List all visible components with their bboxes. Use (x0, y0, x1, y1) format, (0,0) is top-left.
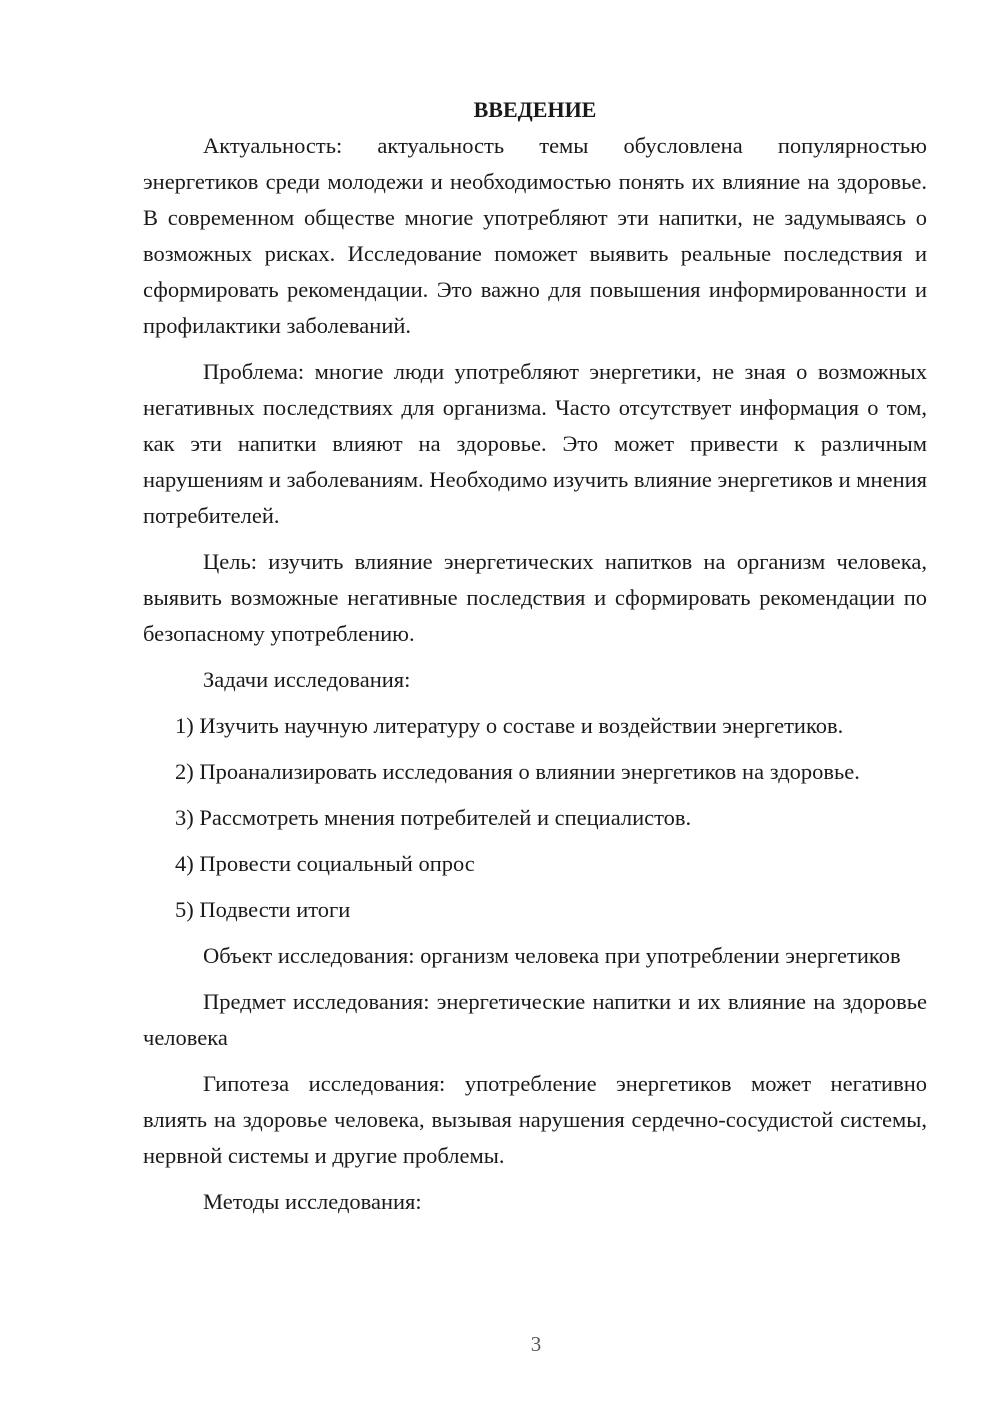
page-content (143, 92, 927, 1230)
task-item-4: 4) Провести социальный опрос (175, 851, 475, 876)
problem-paragraph: Проблема: многие люди употребляют энергетики, не зная о возможных негативных последствиях для организма. Часто отсутствует информация о том, как эти напитки влияют на здоровье. Это может привести к различным нарушениям и заболеваниям. Необходимо изучить влияние энергетиков и мнения потребителей. (143, 359, 927, 528)
page-number: 3 (530, 1332, 542, 1356)
relevance-paragraph: Актуальность: актуальность темы обусловлена популярностью энергетиков среди молодежи и необходимостью понять их влияние на здоровье. В современном обществе многие употребляют эти напитки, не задумываясь о возможных рисках. Исследование поможет выявить реальные последствия и сформировать рекомендации. Это важно для повышения информированности и профилактики заболеваний. (143, 133, 927, 338)
tasks-heading: Задачи исследования: (203, 667, 411, 692)
task-item-1: 1) Изучить научную литературу о составе и воздействии энергетиков. (175, 713, 844, 738)
goal-paragraph: Цель: изучить влияние энергетических напитков на организм человека, выявить возможные негативные последствия и сформировать рекомендации по безопасному употреблению. (143, 549, 927, 646)
task-item-2: 2) Проанализировать исследования о влиянии энергетиков на здоровье. (175, 759, 860, 784)
task-item-3: 3) Рассмотреть мнения потребителей и специалистов. (175, 805, 692, 830)
page-title: ВВЕДЕНИЕ (473, 97, 597, 122)
hypothesis-paragraph: Гипотеза исследования: употребление энергетиков может негативно влиять на здоровье человека, вызывая нарушения сердечно-сосудистой системы, нервной системы и другие проблемы. (143, 1071, 927, 1168)
task-item-5: 5) Подвести итоги (175, 897, 351, 922)
object-paragraph: Объект исследования: организм человека при употреблении энергетиков (203, 943, 901, 968)
methods-heading: Методы исследования: (203, 1189, 422, 1214)
subject-paragraph: Предмет исследования: энергетические напитки и их влияние на здоровье человека (143, 989, 927, 1050)
